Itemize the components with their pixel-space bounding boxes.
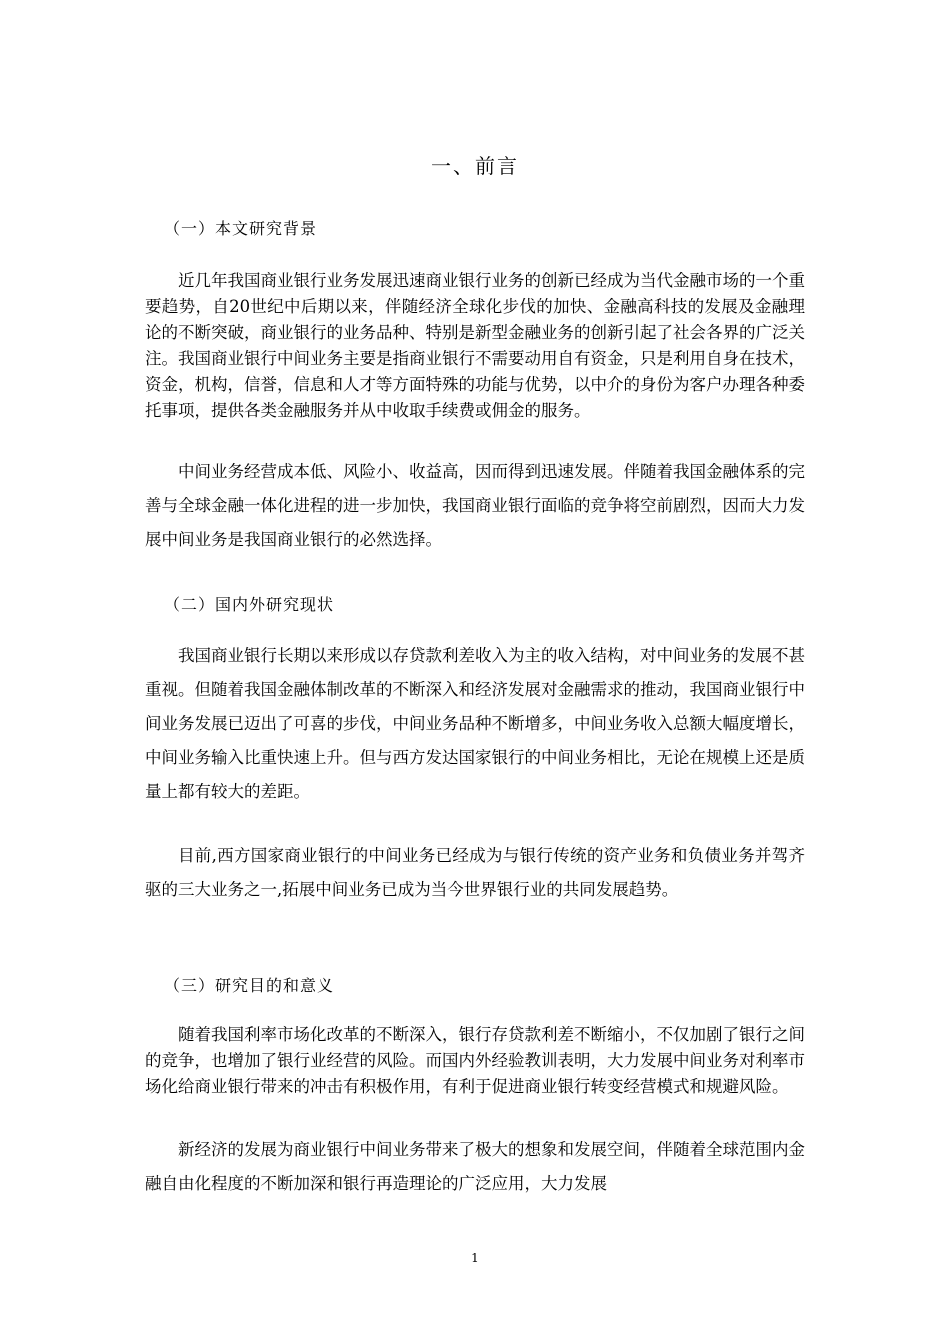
paragraph-background-2: 中间业务经营成本低、风险小、收益高，因而得到迅速发展。伴随着我国金融体系的完善与全球金融一体化进程的进一步加快，我国商业银行面临的竞争将空前剧烈，因而大力发展中间业务是我国商业银行的必然选择。 — [145, 462, 805, 549]
paragraph-background-1: 近几年我国商业银行业务发展迅速商业银行业务的创新已经成为当代金融市场的一个重要趋势，自20世纪中后期以来，伴随经济全球化步伐的加快、金融高科技的发展及金融理论的不断突破，商业银行的业务品种、特别是新型金融业务的创新引起了社会各界的广泛关注。我国商业银行中间业务主要是指商业银行不需要动用自有资金，只是利用自身在技术，资金，机构，信誉，信息和人才等方面特殊的功能与优势，以中介的身份为客户办理各种委托事项，提供各类金融服务并从中收取手续费或佣金的服务。 — [145, 271, 805, 420]
page-title: 一、前言 — [431, 154, 519, 178]
paragraph-research-status-1: 我国商业银行长期以来形成以存贷款利差收入为主的收入结构，对中间业务的发展不甚重视。但随着我国金融体制改革的不断深入和经济发展对金融需求的推动，我国商业银行中间业务发展已迈出了可喜的步伐，中间业务品种不断增多，中间业务收入总额大幅度增长，中间业务输入比重快速上升。但与西方发达国家银行的中间业务相比，无论在规模上还是质量上都有较大的差距。 — [145, 646, 805, 801]
paragraph-purpose-1: 随着我国利率市场化改革的不断深入，银行存贷款利差不断缩小，不仅加剧了银行之间的竞争，也增加了银行业经营的风险。而国内外经验教训表明，大力发展中间业务对利率市场化给商业银行带来的冲击有积极作用，有利于促进商业银行转变经营模式和规避风险。 — [145, 1025, 805, 1096]
section-heading-background: （一）本文研究背景 — [164, 219, 318, 238]
section-heading-purpose: （三）研究目的和意义 — [164, 976, 335, 995]
paragraph-research-status-2: 目前,西方国家商业银行的中间业务已经成为与银行传统的资产业务和负债业务并驾齐驱的三大业务之一,拓展中间业务已成为当今世界银行业的共同发展趋势。 — [145, 846, 805, 899]
page-number: 1 — [471, 1251, 479, 1265]
section-heading-research-status: （二）国内外研究现状 — [164, 595, 335, 614]
paragraph-purpose-2: 新经济的发展为商业银行中间业务带来了极大的想象和发展空间，伴随着全球范围内金融自由化程度的不断加深和银行再造理论的广泛应用，大力发展 — [145, 1140, 805, 1193]
